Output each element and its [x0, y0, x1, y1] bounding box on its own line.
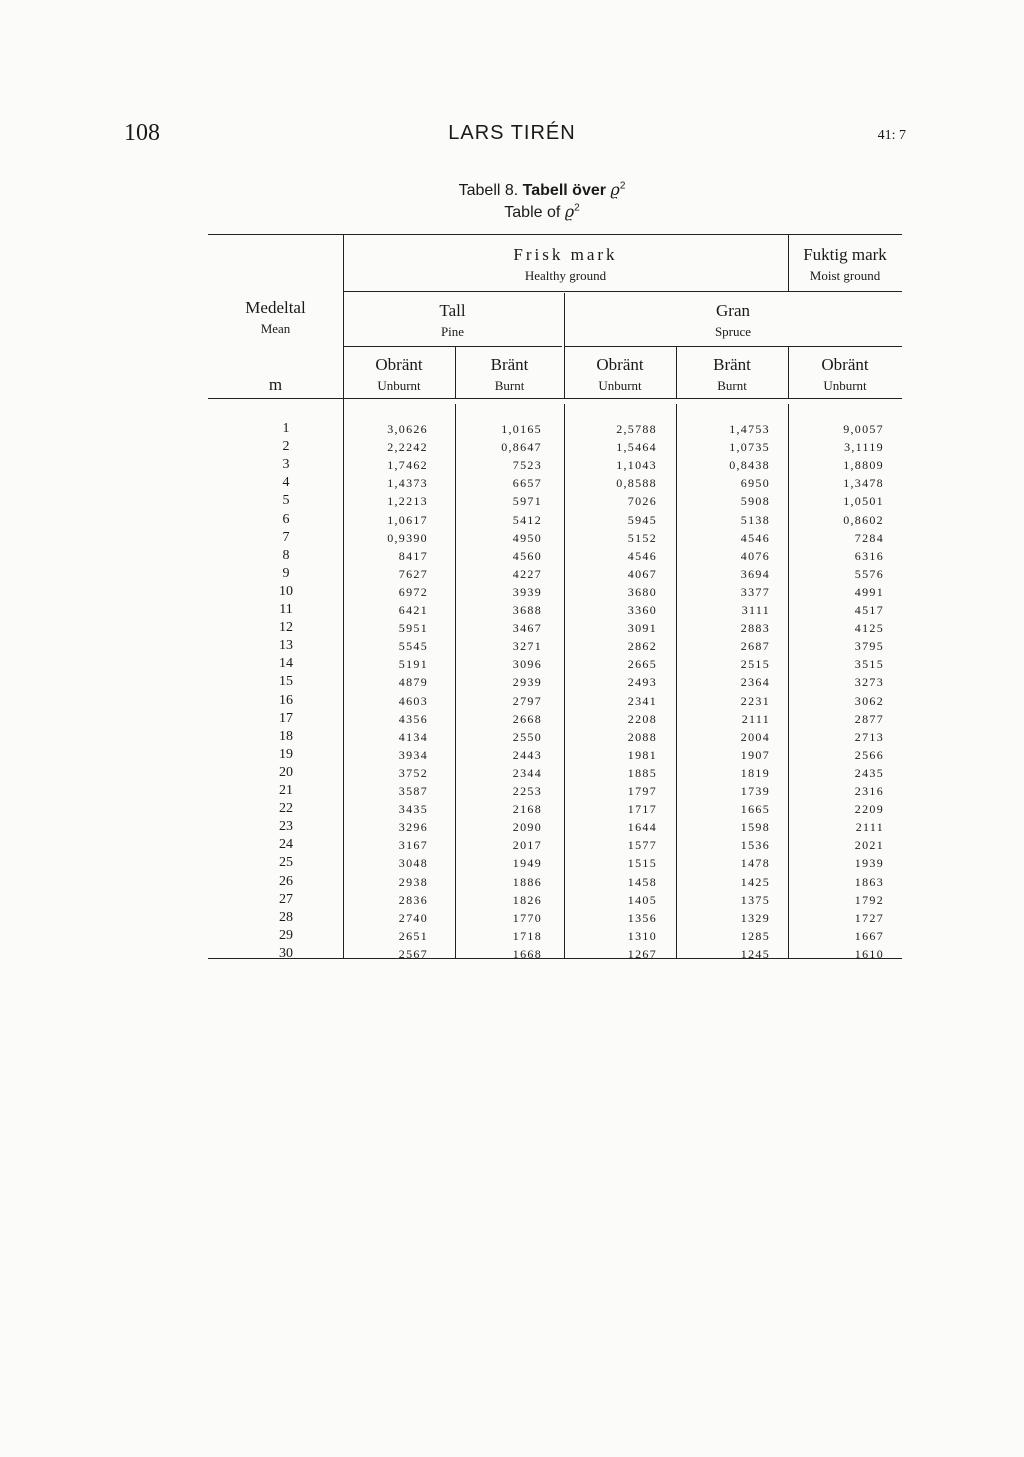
cell-spruce-unburnt: 2341	[627, 693, 657, 708]
header-spruce-burnt: Bränt Burnt	[713, 355, 751, 393]
row-mean-m: 21	[279, 783, 293, 798]
cell-spruce-unburnt: 3680	[627, 584, 657, 599]
cell-pine-burnt: 2168	[512, 802, 542, 817]
cell-pine-unburnt: 1,2213	[387, 494, 428, 509]
cell-spruce-burnt: 1665	[740, 802, 770, 817]
cell-spruce-burnt: 1329	[740, 910, 770, 925]
cell-pine-burnt: 6657	[512, 476, 542, 491]
row-mean-m: 3	[282, 457, 290, 473]
header-moist-ground: Fuktig mark Moist ground	[803, 245, 887, 283]
caption-label: Tabell 8.	[458, 182, 523, 199]
volume-number: 41: 7	[877, 128, 906, 143]
ground-rule	[343, 291, 902, 292]
cell-spruce-burnt: 1819	[740, 765, 770, 780]
cell-moist-unburnt: 2877	[854, 711, 884, 726]
cell-pine-burnt: 1826	[512, 892, 542, 907]
cell-pine-unburnt: 3752	[398, 765, 428, 780]
header-pine-unburnt: Obränt Unburnt	[375, 355, 423, 393]
cell-pine-burnt: 3688	[512, 603, 542, 617]
cell-moist-unburnt: 2111	[855, 820, 884, 835]
cell-moist-unburnt: 2566	[854, 747, 884, 762]
row-mean-m: 27	[279, 891, 293, 907]
cell-pine-burnt: 2797	[512, 693, 542, 708]
cell-spruce-burnt: 2111	[741, 711, 770, 726]
cell-pine-unburnt: 1,7462	[387, 458, 428, 473]
cell-pine-burnt: 5971	[512, 494, 542, 509]
cell-moist-unburnt: 1,8809	[843, 458, 884, 473]
cell-spruce-burnt: 3111	[741, 603, 770, 617]
cell-moist-unburnt: 1,3478	[843, 476, 884, 491]
cell-spruce-unburnt: 1267	[627, 946, 657, 961]
cell-moist-unburnt: 9,0057	[843, 422, 884, 436]
cell-spruce-burnt: 4076	[740, 548, 770, 563]
cell-spruce-unburnt: 1,1043	[616, 458, 657, 473]
row-mean-m: 22	[279, 801, 293, 817]
cell-moist-unburnt: 7284	[854, 530, 884, 545]
row-mean-m: 25	[279, 855, 293, 871]
cell-spruce-burnt: 1,4753	[729, 422, 770, 436]
cell-moist-unburnt: 0,8602	[843, 512, 884, 527]
cell-moist-unburnt: 4517	[854, 603, 884, 617]
cell-pine-unburnt: 6421	[398, 603, 428, 617]
cell-spruce-unburnt: 7026	[627, 494, 657, 509]
cell-pine-burnt: 2550	[512, 729, 542, 744]
cell-moist-unburnt: 6316	[854, 548, 884, 563]
cell-moist-unburnt: 1939	[854, 856, 884, 871]
cell-spruce-burnt: 2883	[740, 621, 770, 636]
row-mean-m: 23	[279, 819, 293, 835]
cell-moist-unburnt: 3795	[854, 639, 884, 654]
cell-moist-unburnt: 5576	[854, 566, 884, 581]
cell-pine-unburnt: 4356	[398, 711, 428, 726]
pine-body-divider	[455, 404, 456, 958]
cell-spruce-burnt: 2364	[740, 675, 770, 690]
row-mean-m: 6	[282, 511, 290, 527]
row-mean-m: 20	[279, 764, 293, 780]
rho-symbol: ϱ	[610, 180, 620, 199]
cell-spruce-burnt: 2004	[740, 729, 770, 744]
cell-moist-unburnt: 3515	[854, 657, 884, 672]
cell-moist-unburnt: 2021	[854, 838, 884, 853]
cell-spruce-unburnt: 2493	[627, 675, 657, 690]
cell-moist-unburnt: 1,0501	[843, 494, 884, 509]
cell-moist-unburnt: 3062	[854, 693, 884, 708]
cell-spruce-unburnt: 5945	[627, 512, 657, 527]
cell-spruce-unburnt: 2088	[627, 729, 657, 744]
cell-pine-unburnt: 4603	[398, 693, 428, 708]
header-m: m	[268, 375, 283, 394]
cell-pine-unburnt: 7627	[398, 566, 428, 581]
cell-spruce-unburnt: 1577	[627, 838, 657, 853]
cell-pine-unburnt: 1,0617	[387, 512, 428, 527]
cell-spruce-unburnt: 2208	[627, 711, 657, 726]
cell-spruce-unburnt: 0,8588	[616, 476, 657, 491]
running-head: LARS TIRÉN	[448, 122, 576, 144]
cell-pine-burnt: 1770	[512, 910, 542, 925]
cell-pine-unburnt: 4879	[398, 675, 428, 690]
cell-spruce-unburnt: 3360	[627, 603, 657, 617]
cell-pine-burnt: 2344	[512, 765, 542, 780]
cell-moist-unburnt: 1792	[854, 892, 884, 907]
row-mean-m: 1	[282, 421, 290, 436]
cell-pine-unburnt: 3296	[398, 820, 428, 835]
cell-pine-unburnt: 3,0626	[387, 422, 428, 436]
cell-pine-unburnt: 3435	[398, 802, 428, 817]
cell-spruce-burnt: 2687	[740, 639, 770, 654]
row-mean-m: 14	[279, 656, 293, 672]
cell-spruce-burnt: 1,0735	[729, 440, 770, 455]
cell-pine-burnt: 2443	[512, 747, 542, 762]
cell-pine-burnt: 3271	[512, 639, 542, 654]
cell-pine-unburnt: 3048	[398, 856, 428, 871]
cell-pine-burnt: 7523	[512, 458, 542, 473]
cell-spruce-burnt: 2231	[740, 693, 770, 708]
cell-pine-unburnt: 3587	[398, 784, 428, 798]
cell-pine-burnt: 3467	[512, 621, 542, 636]
cell-spruce-unburnt: 2665	[627, 657, 657, 672]
cell-spruce-unburnt: 1310	[627, 928, 657, 943]
cell-spruce-burnt: 1285	[740, 928, 770, 943]
cell-moist-unburnt: 2209	[854, 802, 884, 817]
moist-body-divider	[788, 404, 789, 958]
table-top-rule	[208, 234, 902, 235]
cell-moist-unburnt: 2713	[854, 729, 884, 744]
header-healthy-ground: Frisk mark Healthy ground	[513, 245, 618, 283]
row-mean-m: 4	[282, 475, 290, 491]
cell-spruce-burnt: 1478	[740, 856, 770, 871]
cell-moist-unburnt: 4991	[854, 584, 884, 599]
row-mean-m: 11	[279, 602, 293, 617]
cell-spruce-unburnt: 1797	[627, 784, 657, 798]
stub-divider	[343, 234, 344, 958]
table-caption-swedish	[0, 180, 1024, 200]
cell-spruce-burnt: 1598	[740, 820, 770, 835]
cell-spruce-unburnt: 1717	[627, 802, 657, 817]
row-mean-m: 2	[282, 439, 290, 455]
row-mean-m: 24	[279, 837, 293, 853]
cell-pine-burnt: 2017	[512, 838, 542, 853]
cell-spruce-burnt: 1536	[740, 838, 770, 853]
cell-pine-unburnt: 6972	[398, 584, 428, 599]
cell-moist-unburnt: 1727	[854, 910, 884, 925]
cell-pine-burnt: 4560	[512, 548, 542, 563]
row-mean-m: 29	[279, 927, 293, 943]
cell-spruce-unburnt: 2,5788	[616, 422, 657, 436]
cell-moist-unburnt: 1610	[854, 946, 884, 961]
cell-pine-burnt: 4950	[512, 530, 542, 545]
cell-pine-unburnt: 2,2242	[387, 440, 428, 455]
caption-title: Tabell över	[522, 182, 611, 199]
cell-spruce-burnt: 1425	[740, 874, 770, 889]
cell-pine-burnt: 1,0165	[501, 422, 542, 436]
row-mean-m: 9	[282, 565, 290, 581]
superscript: 2	[619, 180, 626, 192]
cell-pine-unburnt: 4134	[398, 729, 428, 744]
row-mean-m: 18	[279, 728, 293, 744]
header-spruce: Gran Spruce	[714, 301, 752, 339]
cell-spruce-unburnt: 1981	[627, 747, 657, 762]
cell-moist-unburnt: 3,1119	[844, 440, 884, 455]
row-mean-m: 15	[279, 674, 293, 690]
cell-pine-unburnt: 5191	[398, 657, 428, 672]
cell-pine-burnt: 2090	[512, 820, 542, 835]
cell-spruce-burnt: 5138	[740, 512, 770, 527]
header-spruce-unburnt: Obränt Unburnt	[596, 355, 644, 393]
cell-pine-burnt: 1886	[512, 874, 542, 889]
cell-moist-unburnt: 4125	[854, 621, 884, 636]
page-number: 108	[124, 120, 160, 146]
header-bottom-rule	[208, 398, 902, 399]
header-moist-unburnt: Obränt Unburnt	[821, 355, 869, 393]
row-mean-m: 12	[279, 620, 293, 636]
cell-pine-unburnt: 8417	[398, 548, 428, 563]
cell-spruce-unburnt: 3091	[627, 621, 657, 636]
rho-symbol: ϱ	[564, 202, 575, 221]
row-mean-m: 5	[282, 493, 290, 509]
cell-moist-unburnt: 2435	[854, 765, 884, 780]
cell-pine-burnt: 3096	[512, 657, 542, 672]
header-mean: Medeltal Mean	[245, 298, 306, 336]
row-mean-m: 8	[282, 547, 290, 563]
cell-spruce-unburnt: 1458	[627, 874, 657, 889]
cell-spruce-burnt: 1907	[740, 747, 770, 762]
cell-moist-unburnt: 1667	[854, 928, 884, 943]
cell-spruce-unburnt: 1644	[627, 820, 657, 835]
cell-pine-burnt: 2668	[512, 711, 542, 726]
cell-spruce-burnt: 1375	[740, 892, 770, 907]
cell-moist-unburnt: 2316	[854, 784, 884, 798]
tall-rule	[343, 346, 562, 347]
cell-spruce-burnt: 4546	[740, 530, 770, 545]
cell-spruce-burnt: 1739	[740, 784, 770, 798]
caption-english-title: Table of	[504, 204, 565, 221]
cell-pine-burnt: 5412	[512, 512, 542, 527]
row-mean-m: 16	[279, 692, 293, 708]
cell-pine-burnt: 4227	[512, 566, 542, 581]
row-mean-m: 10	[279, 583, 293, 599]
species-body-divider	[564, 404, 565, 958]
cell-pine-burnt: 0,8647	[501, 440, 542, 455]
gran-rule	[564, 346, 902, 347]
cell-pine-unburnt: 3934	[398, 747, 428, 762]
superscript: 2	[574, 202, 580, 214]
cell-pine-unburnt: 3167	[398, 838, 428, 853]
cell-pine-unburnt: 0,9390	[387, 530, 428, 545]
row-mean-m: 13	[279, 638, 293, 654]
cell-spruce-burnt: 1245	[740, 946, 770, 961]
cell-pine-unburnt: 5951	[398, 621, 428, 636]
spruce-body-divider	[676, 404, 677, 958]
cell-pine-burnt: 3939	[512, 584, 542, 599]
cell-spruce-burnt: 6950	[740, 476, 770, 491]
cell-pine-burnt: 1668	[512, 946, 542, 961]
cell-spruce-burnt: 5908	[740, 494, 770, 509]
header-pine: Tall Pine	[439, 301, 466, 339]
row-mean-m: 28	[279, 909, 293, 925]
row-mean-m: 30	[279, 945, 293, 961]
cell-spruce-unburnt: 2862	[627, 639, 657, 654]
cell-spruce-unburnt: 1515	[627, 856, 657, 871]
cell-pine-unburnt: 2651	[398, 928, 428, 943]
cell-spruce-unburnt: 1885	[627, 765, 657, 780]
row-mean-m: 19	[279, 746, 293, 762]
cell-spruce-burnt: 3694	[740, 566, 770, 581]
cell-spruce-unburnt: 1356	[627, 910, 657, 925]
row-mean-m: 17	[279, 710, 293, 726]
cell-spruce-unburnt: 5152	[627, 530, 657, 545]
cell-pine-unburnt: 1,4373	[387, 476, 428, 491]
table-caption-english	[0, 202, 1024, 222]
header-pine-burnt: Bränt Burnt	[490, 355, 529, 393]
cell-spruce-unburnt: 1,5464	[616, 440, 657, 455]
cell-pine-unburnt: 2567	[398, 946, 428, 961]
cell-pine-burnt: 1718	[512, 928, 542, 943]
cell-pine-burnt: 2939	[512, 675, 542, 690]
cell-spruce-unburnt: 4067	[627, 566, 657, 581]
cell-spruce-burnt: 3377	[740, 584, 770, 599]
cell-pine-unburnt: 2740	[398, 910, 428, 925]
cell-pine-burnt: 2253	[512, 784, 542, 798]
row-mean-m: 7	[282, 529, 290, 545]
cell-pine-unburnt: 2938	[398, 874, 428, 889]
cell-pine-burnt: 1949	[512, 856, 542, 871]
cell-moist-unburnt: 3273	[854, 675, 884, 690]
cell-spruce-unburnt: 1405	[627, 892, 657, 907]
cell-pine-unburnt: 2836	[398, 892, 428, 907]
cell-spruce-burnt: 0,8438	[729, 458, 770, 473]
row-mean-m: 26	[279, 873, 293, 889]
cell-spruce-unburnt: 4546	[627, 548, 657, 563]
cell-moist-unburnt: 1863	[854, 874, 884, 889]
cell-pine-unburnt: 5545	[398, 639, 428, 654]
cell-spruce-burnt: 2515	[740, 657, 770, 672]
